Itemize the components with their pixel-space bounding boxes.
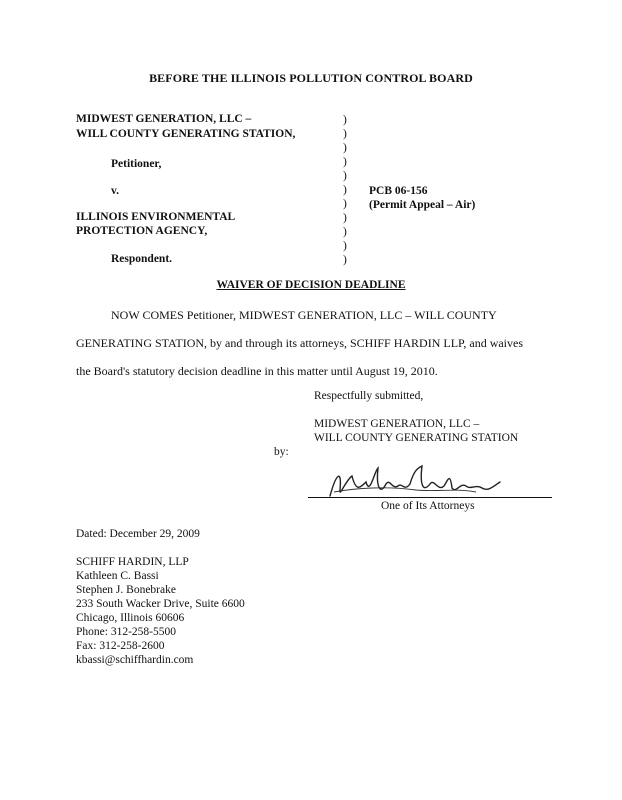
caption-paren: ): [343, 142, 347, 154]
caption-paren: ): [343, 240, 347, 252]
caption-paren: ): [343, 226, 347, 238]
petitioner-name-line1: MIDWEST GENERATION, LLC –: [76, 113, 252, 125]
caption-paren: ): [343, 198, 347, 210]
caption-paren: ): [343, 170, 347, 182]
versus-label: v.: [111, 185, 119, 197]
firm-address-2: Chicago, Illinois 60606: [76, 612, 185, 624]
date-line: Dated: December 29, 2009: [76, 528, 200, 540]
body-line-2: GENERATING STATION, by and through its attorneys, SCHIFF HARDIN LLP, and waives: [76, 336, 524, 350]
firm-address-1: 233 South Wacker Drive, Suite 6600: [76, 598, 245, 610]
caption-paren: ): [343, 212, 347, 224]
respondent-name-line2: PROTECTION AGENCY,: [76, 225, 208, 237]
by-label: by:: [274, 446, 289, 458]
signature-caption: One of Its Attorneys: [381, 500, 475, 512]
signer-line-2: WILL COUNTY GENERATING STATION: [314, 432, 519, 444]
caption-paren: ): [343, 254, 347, 266]
firm-phone: Phone: 312-258-5500: [76, 626, 176, 638]
respondent-role: Respondent.: [111, 253, 173, 265]
caption-paren: ): [343, 184, 347, 196]
case-type: (Permit Appeal – Air): [369, 199, 476, 211]
caption-paren: ): [343, 128, 347, 140]
attorney-2: Stephen J. Bonebrake: [76, 584, 176, 596]
signature-line: [308, 497, 552, 498]
caption-paren: ): [343, 156, 347, 168]
signer-line-1: MIDWEST GENERATION, LLC –: [314, 418, 480, 430]
body-line-3: the Board's statutory decision deadline in this matter until August 19, 2010.: [76, 364, 438, 378]
case-number: PCB 06-156: [369, 185, 428, 197]
firm-email[interactable]: kbassi@schiffhardin.com: [76, 654, 194, 666]
firm-fax: Fax: 312-258-2600: [76, 640, 165, 652]
caption-paren: ): [343, 114, 347, 126]
closing: Respectfully submitted,: [314, 390, 424, 402]
firm-name: SCHIFF HARDIN, LLP: [76, 556, 189, 568]
respondent-name-line1: ILLINOIS ENVIRONMENTAL: [76, 211, 236, 223]
document-heading: WAIVER OF DECISION DEADLINE: [216, 279, 406, 291]
petitioner-name-line2: WILL COUNTY GENERATING STATION,: [76, 128, 296, 140]
attorney-1: Kathleen C. Bassi: [76, 570, 159, 582]
petitioner-role: Petitioner,: [111, 158, 162, 170]
body-line-1: NOW COMES Petitioner, MIDWEST GENERATION, LLC – WILL COUNTY: [111, 308, 497, 322]
document-title: BEFORE THE ILLINOIS POLLUTION CONTROL BOARD: [149, 71, 473, 85]
